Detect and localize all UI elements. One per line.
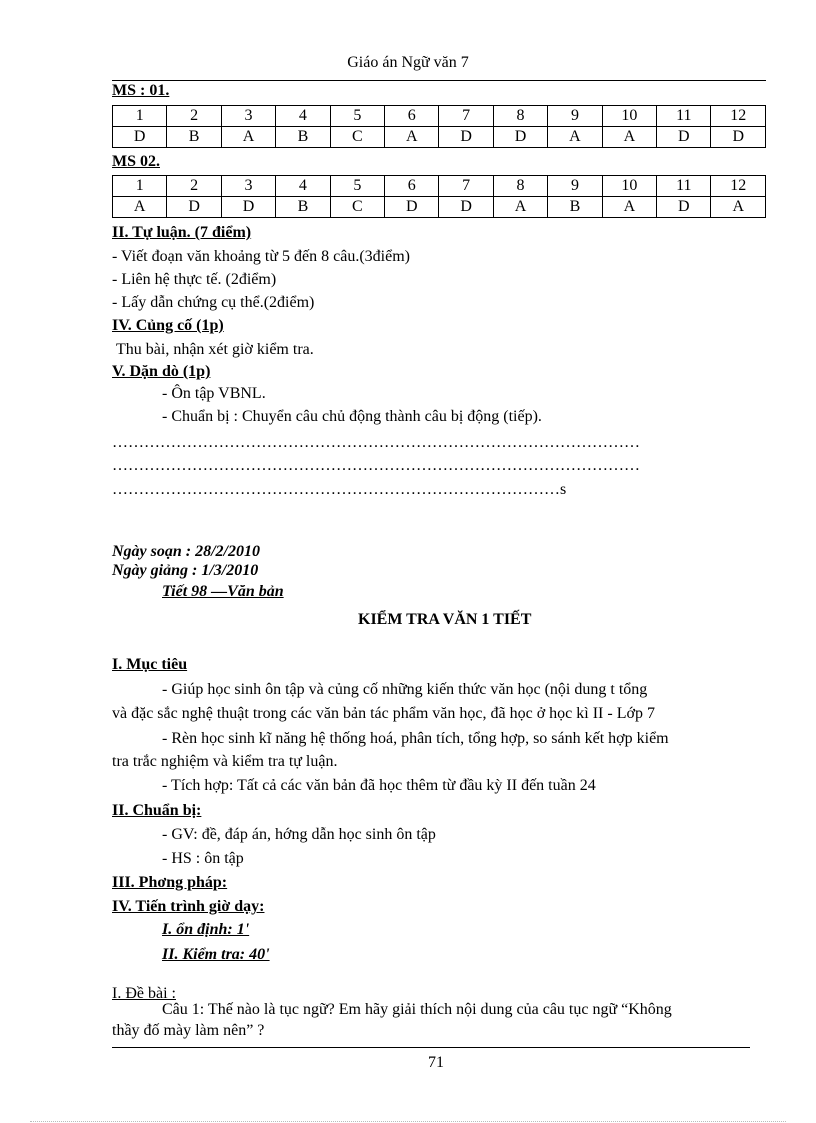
table-cell: 3 bbox=[221, 106, 275, 127]
tientrinh-item-2: II. Kiểm tra: 40' bbox=[162, 946, 270, 963]
table-cell: D bbox=[657, 197, 711, 218]
table-cell: D bbox=[439, 127, 493, 148]
table1-label: MS : 01. bbox=[112, 82, 170, 99]
debai-cau1-line1: Câu 1: Thế nào là tục ngữ? Em hãy giải thích nội dung của câu tục ngữ “Không bbox=[162, 1001, 672, 1018]
table-cell: A bbox=[602, 127, 656, 148]
table-cell: A bbox=[711, 197, 766, 218]
muctieu-p2-line2: tra trắc nghiệm và kiểm tra tự luận. bbox=[112, 753, 338, 770]
dando-line-1: - Ôn tập VBNL. bbox=[162, 385, 266, 402]
table-cell: 6 bbox=[385, 106, 439, 127]
cungco-text: Thu bài, nhận xét giờ kiểm tra. bbox=[116, 341, 314, 358]
tuluan-line-1: - Viết đoạn văn khoảng từ 5 đến 8 câu.(3điểm) bbox=[112, 248, 410, 265]
table-cell: 9 bbox=[548, 106, 602, 127]
phuongphap-heading: III. Phơng pháp: bbox=[112, 874, 228, 891]
table-cell: D bbox=[493, 127, 547, 148]
section-dando-heading: V. Dặn dò (1p) bbox=[112, 363, 211, 380]
tientrinh-item-1: I. ổn định: 1' bbox=[162, 921, 250, 938]
table-cell: 10 bbox=[602, 106, 656, 127]
table-cell: 12 bbox=[711, 106, 766, 127]
ngay-giang: Ngày giảng : 1/3/2010 bbox=[112, 562, 259, 579]
lesson-title: KIỂM TRA VĂN 1 TIẾT bbox=[358, 611, 532, 628]
table-cell: 12 bbox=[711, 176, 766, 197]
table-cell: 2 bbox=[167, 106, 221, 127]
table-row bbox=[113, 176, 766, 197]
table-cell: 9 bbox=[548, 176, 602, 197]
dando-line-2: - Chuẩn bị : Chuyển câu chủ động thành câu bị động (tiếp). bbox=[162, 408, 542, 425]
table-cell: D bbox=[385, 197, 439, 218]
tuluan-line-3: - Lấy dẫn chứng cụ thể.(2điểm) bbox=[112, 294, 315, 311]
table-cell: 7 bbox=[439, 106, 493, 127]
chuanbi-gv: - GV: đề, đáp án, hớng dẫn học sinh ôn tập bbox=[162, 826, 436, 843]
tuluan-line-2: - Liên hệ thực tế. (2điểm) bbox=[112, 271, 277, 288]
tientrinh-heading: IV. Tiến trình giờ dạy: bbox=[112, 898, 265, 915]
table2-label: MS 02. bbox=[112, 153, 160, 170]
debai-cau1-line2: thầy đố mày làm nên” ? bbox=[112, 1022, 265, 1039]
table-cell: 11 bbox=[657, 176, 711, 197]
table-cell: D bbox=[711, 127, 766, 148]
muctieu-p1-line2: và đặc sắc nghệ thuật trong các văn bản tác phẩm văn học, đã học ở học kì II - Lớp 7 bbox=[112, 705, 655, 722]
table-cell: B bbox=[276, 197, 330, 218]
table-cell: 8 bbox=[493, 176, 547, 197]
muctieu-p2-line1: - Rèn học sinh kĩ năng hệ thống hoá, phân tích, tổng hợp, so sánh kết hợp kiểm bbox=[162, 730, 669, 747]
table-cell: A bbox=[602, 197, 656, 218]
table-cell: 3 bbox=[221, 176, 275, 197]
table-cell: 10 bbox=[602, 176, 656, 197]
table-cell: C bbox=[330, 197, 384, 218]
table-cell: D bbox=[113, 127, 167, 148]
chuanbi-hs: - HS : ôn tập bbox=[162, 850, 244, 867]
table-cell: 1 bbox=[113, 176, 167, 197]
table-cell: 8 bbox=[493, 106, 547, 127]
table-cell: 11 bbox=[657, 106, 711, 127]
table-cell: 4 bbox=[276, 106, 330, 127]
dotted-line-1: ……………………………………………………………………………………… bbox=[112, 434, 640, 451]
dotted-line-3: …………………………………………………………………………s bbox=[112, 481, 567, 498]
table-cell: B bbox=[276, 127, 330, 148]
chuanbi-heading: II. Chuẩn bị: bbox=[112, 802, 202, 819]
table-cell: 6 bbox=[385, 176, 439, 197]
header-rule bbox=[112, 80, 766, 81]
answer-table-ms02 bbox=[112, 175, 766, 218]
page-bottom-edge bbox=[30, 1121, 786, 1122]
footer-rule bbox=[112, 1047, 750, 1048]
tiet-label: Tiết 98 —Văn bản bbox=[162, 583, 284, 600]
table-cell: A bbox=[385, 127, 439, 148]
debai-heading: I. Đề bài : bbox=[112, 985, 176, 1002]
table-row bbox=[113, 127, 766, 148]
table-cell: D bbox=[167, 197, 221, 218]
table-cell: A bbox=[113, 197, 167, 218]
table-cell: C bbox=[330, 127, 384, 148]
table-cell: D bbox=[657, 127, 711, 148]
table-cell: 4 bbox=[276, 176, 330, 197]
table-cell: A bbox=[221, 127, 275, 148]
table-cell: 5 bbox=[330, 176, 384, 197]
section-tuluan-heading: II. Tự luận. (7 điểm) bbox=[112, 224, 252, 241]
muctieu-p3: - Tích hợp: Tất cả các văn bản đã học thêm từ đầu kỳ II đến tuần 24 bbox=[162, 777, 596, 794]
table-cell: 5 bbox=[330, 106, 384, 127]
table-cell: D bbox=[439, 197, 493, 218]
table-cell: 2 bbox=[167, 176, 221, 197]
table-cell: 7 bbox=[439, 176, 493, 197]
table-cell: B bbox=[548, 197, 602, 218]
table-cell: D bbox=[221, 197, 275, 218]
answer-table-ms01 bbox=[112, 105, 766, 148]
muctieu-p1-line1: - Giúp học sinh ôn tập và củng cố những kiến thức văn học (nội dung t tổng bbox=[162, 681, 648, 698]
page-number: 71 bbox=[428, 1054, 444, 1071]
page-header-title: Giáo án Ngữ văn 7 bbox=[347, 54, 469, 71]
section-cungco-heading: IV. Củng cố (1p) bbox=[112, 317, 224, 334]
table-cell: B bbox=[167, 127, 221, 148]
table-cell: 1 bbox=[113, 106, 167, 127]
muctieu-heading: I. Mục tiêu bbox=[112, 656, 188, 673]
table-row bbox=[113, 106, 766, 127]
table-cell: A bbox=[548, 127, 602, 148]
table-row bbox=[113, 197, 766, 218]
ngay-soan: Ngày soạn : 28/2/2010 bbox=[112, 543, 260, 560]
dotted-line-2: ……………………………………………………………………………………… bbox=[112, 457, 640, 474]
table-cell: A bbox=[493, 197, 547, 218]
